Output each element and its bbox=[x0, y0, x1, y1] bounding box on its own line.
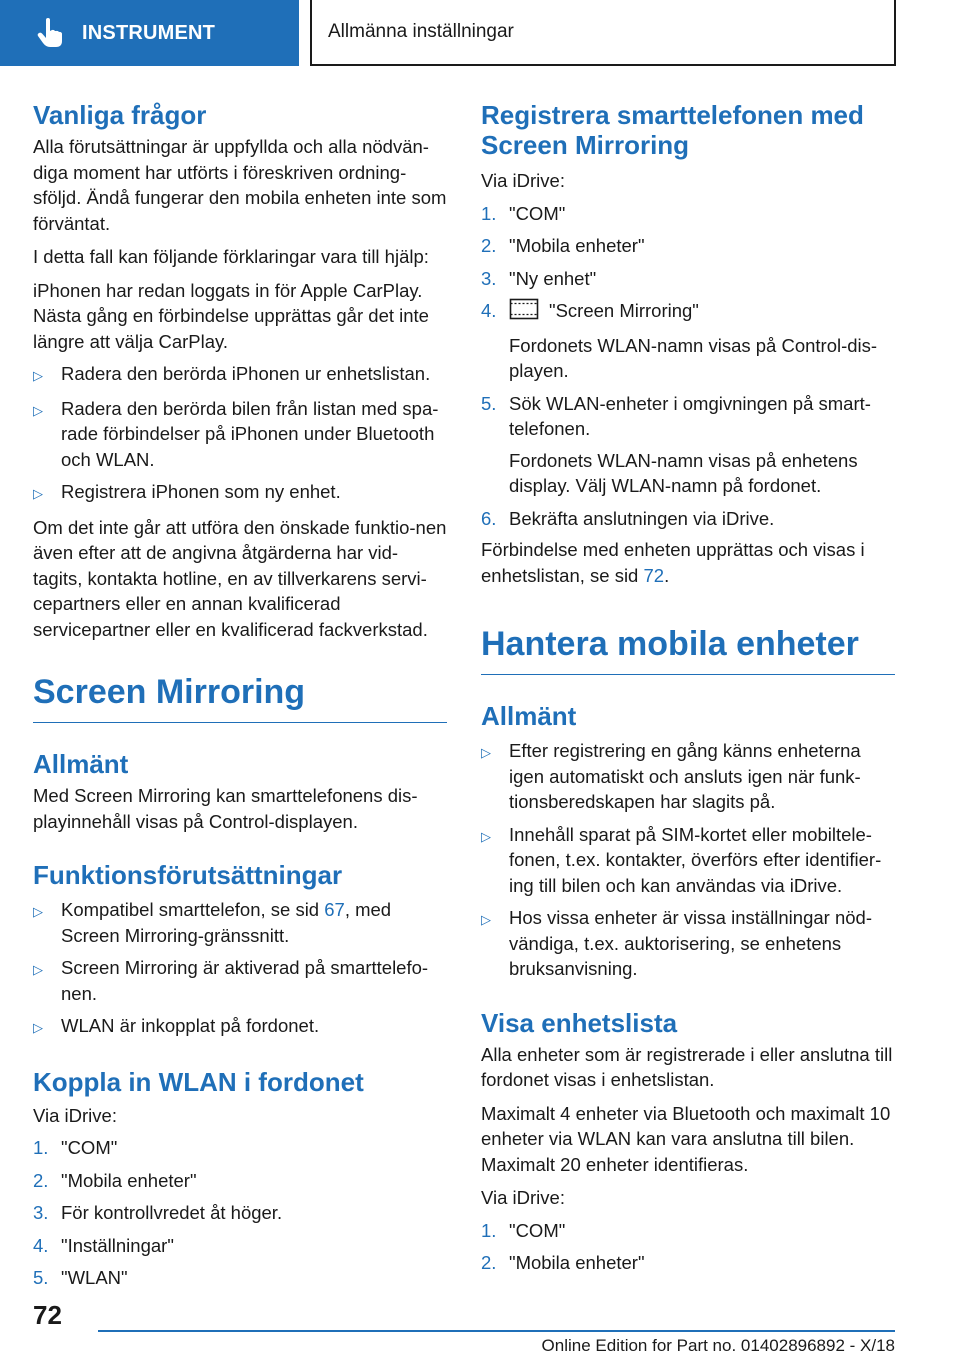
allmant-heading: Allmänt bbox=[33, 749, 129, 779]
triangle-bullet-icon: ▷ bbox=[33, 368, 43, 383]
device-list-paragraph: Maximalt 4 enheter via Bluetooth och maximalt 10 enheter via WLAN kan vara anslutna till bilen. Maximalt 20 enheter identifieras. bbox=[481, 1102, 891, 1175]
page-number: 72 bbox=[33, 1300, 62, 1330]
right-column bbox=[481, 100, 895, 1276]
step-item: 2. "Mobila enheter" bbox=[33, 1169, 197, 1191]
faq-paragraph: I detta fall kan följande förklaringar vara till hjälp: bbox=[33, 246, 429, 267]
step-item: 2. "Mobila enheter" bbox=[481, 1252, 645, 1273]
via-idrive-label: Via iDrive: bbox=[33, 1104, 117, 1126]
faq-bullet: ▷ Registrera iPhonen som ny enhet. bbox=[33, 479, 447, 507]
step-item: 1. "COM" bbox=[481, 202, 566, 224]
faq-paragraph: Om det inte går att utföra den önskade funktio-nen även efter att de angivna åtgärderna har vid-tagits, kontakta hotline, en av tillverkarens servi-cepartners eller en annan kvalificerad servicepartner eller en kvalificerad fackverkstad. bbox=[33, 516, 447, 640]
step-item: 6. Bekräfta anslutningen via iDrive. bbox=[481, 507, 775, 529]
section-tab bbox=[0, 0, 299, 66]
section-title: INSTRUMENT bbox=[82, 21, 216, 44]
page-link[interactable]: 67 bbox=[324, 899, 345, 920]
wlan-heading: Koppla in WLAN i fordonet bbox=[33, 1066, 364, 1097]
via-idrive-label: Via iDrive: bbox=[481, 1187, 565, 1208]
step-item: 1. "COM" bbox=[481, 1219, 566, 1241]
triangle-bullet-icon: ▷ bbox=[481, 912, 491, 927]
faq-paragraph: iPhonen har redan loggats in för Apple CarPlay. Nästa gång en förbindelse upprättas går det inte längre att välja CarPlay. bbox=[33, 279, 429, 352]
register-paragraph: Förbindelse med enheten upprättas och visas i enhetslistan, se sid 72. bbox=[481, 539, 865, 586]
page-link[interactable]: 72 bbox=[643, 564, 665, 586]
manage-devices-heading: Hantera mobila enheter bbox=[481, 624, 895, 675]
triangle-bullet-icon: ▷ bbox=[33, 1020, 43, 1035]
triangle-bullet-icon: ▷ bbox=[33, 402, 43, 418]
triangle-bullet-icon: ▷ bbox=[481, 745, 491, 760]
step-item: 1. "COM" bbox=[33, 1137, 118, 1158]
faq-heading: Vanliga frågor bbox=[33, 100, 207, 130]
footer-divider bbox=[98, 1330, 895, 1332]
step-note: Fordonets WLAN-namn visas på Control-dis-playen. bbox=[509, 334, 878, 381]
faq-bullet: ▷ Radera den berörda bilen från listan med spa-rade förbindelser på iPhonen under Bluetooth och WLAN. bbox=[33, 396, 447, 473]
step-note: Fordonets WLAN-namn visas på enhetens display. Välj WLAN-namn på fordonet. bbox=[509, 449, 858, 496]
step-item: 2. "Mobila enheter" bbox=[481, 235, 645, 256]
allmant-paragraph: Med Screen Mirroring kan smarttelefonens dis-playinnehåll visas på Control-displayen. bbox=[33, 785, 418, 832]
subsection-box bbox=[310, 0, 896, 66]
triangle-bullet-icon: ▷ bbox=[481, 828, 491, 844]
via-idrive-label: Via iDrive: bbox=[481, 170, 565, 191]
device-list-paragraph: Alla enheter som är registrerade i eller anslutna till fordonet visas i enhetslistan. bbox=[481, 1043, 893, 1090]
screen-mirroring-icon bbox=[509, 298, 539, 327]
requirement-bullet: ▷ Kompatibel smarttelefon, se sid 67, med Screen Mirroring-gränssnitt. bbox=[33, 897, 447, 948]
allmant-bullet: ▷ Hos vissa enheter är vissa inställningar nöd-vändiga, t.ex. auktorisering, se enhetens bruksanvisning. bbox=[481, 905, 895, 982]
step-item: 3. För kontrollvredet åt höger. bbox=[33, 1202, 283, 1223]
requirement-bullet: ▷ Screen Mirroring är aktiverad på smarttelefo-nen. bbox=[33, 955, 447, 1006]
edition-text: Online Edition for Part no. 01402896892 - X/18 bbox=[541, 1336, 895, 1355]
step-item: 3. "Ny enhet" bbox=[481, 267, 597, 289]
step-item: 5. "WLAN" bbox=[33, 1267, 128, 1288]
requirements-heading: Funktionsförutsättningar bbox=[33, 860, 343, 890]
screen-mirroring-heading: Screen Mirroring bbox=[33, 672, 447, 723]
subsection-title: Allmänna inställningar bbox=[328, 21, 514, 42]
allmant-bullet: ▷ Innehåll sparat på SIM-kortet eller mobiltele-fonen, t.ex. kontakter, överförs efter identifier-ing till bilen och kan användas via iDrive. bbox=[481, 822, 895, 899]
hand-pointer-icon bbox=[32, 15, 68, 51]
allmant-bullet: ▷ Efter registrering en gång känns enheterna igen automatiskt och ansluts igen när funk-tionsberedskapen har slagits på. bbox=[481, 738, 895, 815]
triangle-bullet-icon: ▷ bbox=[33, 962, 43, 977]
step-item: 4. "Inställningar" bbox=[33, 1234, 174, 1256]
requirement-bullet: ▷ WLAN är inkopplat på fordonet. bbox=[33, 1013, 447, 1041]
faq-paragraph: Alla förutsättningar är uppfyllda och alla nödvän-diga moment har utförts i föreskriven ordning-sföljd. Ändå fungerar den mobila enheten inte som förväntat. bbox=[33, 136, 447, 234]
faq-bullet: ▷ Radera den berörda iPhonen ur enhetslistan. bbox=[33, 361, 447, 389]
allmant-heading: Allmänt bbox=[481, 701, 577, 731]
register-heading: Registrera smarttelefonen med Screen Mirroring bbox=[481, 100, 864, 160]
triangle-bullet-icon: ▷ bbox=[33, 904, 43, 919]
step-item: 5. Sök WLAN-enheter i omgivningen på smart-telefonen. bbox=[481, 392, 871, 439]
step-item: 4. "Screen Mirroring" bbox=[481, 298, 895, 327]
device-list-heading: Visa enhetslista bbox=[481, 1007, 678, 1038]
triangle-bullet-icon: ▷ bbox=[33, 486, 43, 501]
left-column bbox=[33, 100, 447, 1291]
